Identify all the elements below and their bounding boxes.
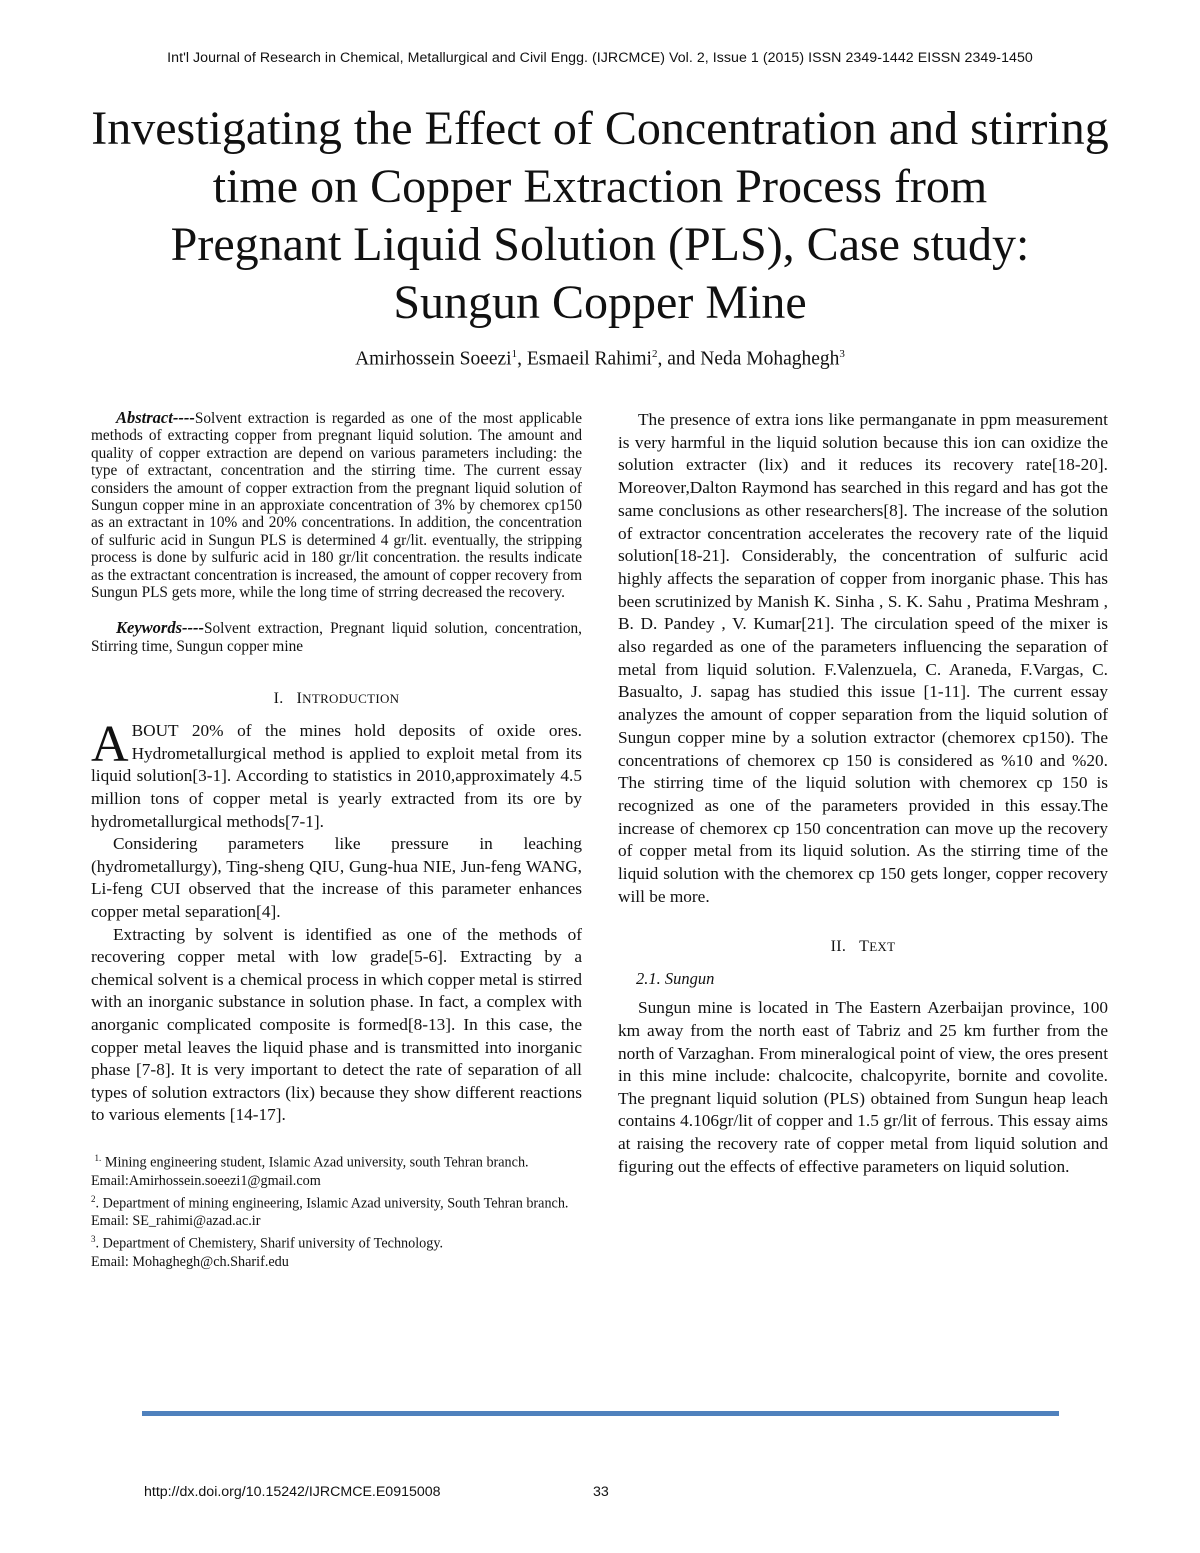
footnote	[91, 1230, 582, 1253]
intro-paragraph	[91, 716, 582, 833]
section-heading-text	[618, 938, 1108, 956]
right-column	[618, 409, 1108, 1178]
author-list	[0, 348, 1200, 371]
footnote-marker: 3	[91, 1234, 96, 1245]
journal-header: Int'l Journal of Research in Chemical, Metallurgical and Civil Engg. (IJRCMCE) Vol. 2, Issue 1 (2015) ISSN 2349-1442 EISSN 2349-1450	[167, 50, 1033, 66]
doi-link[interactable]: http://dx.doi.org/10.15242/IJRCMCE.E0915008	[144, 1484, 441, 1500]
footnote-text: . Department of mining engineering, Islamic Azad university, South Tehran branch. Email: SE_rahimi@azad.ac.ir	[91, 1195, 569, 1230]
footnote-marker: 1.	[94, 1152, 102, 1163]
footnote-email: Email: Mohaghegh@ch.Sharif.edu	[91, 1254, 289, 1271]
abstract-text: Solvent extraction is regarded as one of the most applicable methods of extracting copper from pregnant liquid solution. The amount and quality of copper extraction are depend on various parameters including: the type of extractant, concentration and the stirring time. The current essay considers the amount of copper extraction from the pregnant liquid solution of Sungun copper mine in an approxiate concentration of 3% by chemorex cp150 as an extractant in 10% and 20% concentrations. In addition, the concentration of sulfuric acid in Sungun PLS is determined 4 gr/lit. eventually, the stripping process is done by sulfuric acid in 180 gr/lit concentration. the results indicate as the extractant concentration is increased, the amount of copper recovery from Sungun PLS gets more, while the long time of strring decreased the recovery.	[91, 410, 582, 602]
intro-paragraph: Considering parameters like pressure in leaching (hydrometallurgy), Ting-sheng QIU, Gung-hua NIE, Jun-feng WANG, Li-feng CUI observed that the increase of this parameter enhances copper metal separation[4].	[91, 834, 582, 922]
author-name: Amirhossein Soeezi	[355, 348, 512, 370]
title-line: Sungun Copper Mine	[393, 276, 807, 329]
abstract-label: Abstract----	[116, 408, 195, 427]
footnote	[91, 1149, 582, 1190]
keywords-text: Solvent extraction, Pregnant liquid solution, concentration, Stirring time, Sungun copper mine	[91, 620, 582, 655]
intro-paragraph-text: BOUT 20% of the mines hold deposits of oxide ores. Hydrometallurgical method is applied to exploit metal from its liquid solution[3-1]. According to statistics in 2010,approximately 4.5 million tons of copper metal is yearly extracted from its ore by hydrometallurgical methods[7-1].	[91, 721, 582, 831]
title-line: Pregnant Liquid Solution (PLS), Case study:	[170, 218, 1030, 271]
body-paragraph: Sungun mine is located in The Eastern Azerbaijan province, 100 km away from the north east of Tabriz and 25 km further from the north of Varzaghan. From mineralogical point of view, the ores present in this mine include: chalcocite, chalcopyrite, bornite and covolite. The pregnant liquid solution (PLS) obtained from Sungun heap leach contains 4.106gr/lit of copper and 1.5 gr/lit of ferrous. This essay aims at raising the recovery rate of copper metal from liquid solution and figuring out the effects of effective parameters on liquid solution.	[618, 998, 1108, 1176]
title-line: time on Copper Extraction Process from	[212, 160, 988, 213]
footer-rule	[142, 1411, 1059, 1416]
affiliation-marker: 2	[651, 348, 658, 360]
author-separator: ,	[517, 348, 527, 370]
section-heading-introduction	[91, 690, 582, 708]
footnotes	[91, 1149, 582, 1271]
affiliation-marker: 3	[839, 348, 845, 360]
keywords-label: Keywords----	[116, 618, 204, 638]
footnote-text: . Department of Chemistery, Sharif university of Technology.	[95, 1236, 444, 1253]
footnote	[91, 1190, 582, 1231]
title-line: Investigating the Effect of Concentration and stirring	[91, 102, 1109, 155]
section-title-rest: EXT	[869, 939, 896, 955]
page-number: 33	[593, 1484, 609, 1500]
section-number: II.	[830, 938, 847, 956]
affiliation-marker: 1	[511, 348, 518, 360]
author-name: Esmaeil Rahimi	[526, 348, 652, 370]
footnote-text: Mining engineering student, Islamic Azad university, south Tehran branch. Email:Amirhossein.soeezi1@gmail.com	[91, 1154, 529, 1189]
section-title-initial: I	[296, 690, 303, 708]
intro-paragraph: Extracting by solvent is identified as one of the methods of recovering copper metal with low grade[5-6]. Extracting by a chemical solvent is a chemical process in which copper metal is stirred with an inorganic substance in solution phase. In fact, a complex with anorganic complicated composite is formed[8-13]. In this case, the copper metal leaves the liquid phase and is transmitted into inorganic phase [7-8]. It is very important to detect the rate of separation of all types of solution extractors (lix) because they show different reactions to various elements [14-17].	[91, 924, 582, 1125]
drop-cap: A	[91, 716, 129, 774]
author-separator: , and	[657, 348, 701, 370]
author-name: Neda Mohaghegh	[700, 348, 840, 370]
section-title-rest: NTRODUCTION	[302, 691, 400, 707]
left-column	[91, 409, 582, 1271]
abstract	[91, 409, 582, 601]
subsection-heading: 2.1. Sungun	[636, 969, 715, 989]
body-paragraph: The presence of extra ions like permanganate in ppm measurement is very harmful in the liquid solution because this ion can oxidize the solution extracter (lix) and it reduces its recovery rate[18-20]. Moreover,Dalton Raymond has searched in this regard and has got the same conclusions as other researchers[8]. The increase of the solution of extractor concentration accelerates the recovery rate of the liquid solution[18-21]. Considerably, the concentration of sulfuric acid highly affects the separation of copper from inorganic phase. This has been scrutinized by Manish K. Sinha , S. K. Sahu , Pratima Meshram , B. D. Pandey , V. Kumar[21]. The circulation speed of the mixer is also regarded as one of the parameters influencing the separation of metal from liquid solution. F.Valenzuela, C. Araneda, F.Vargas, C. Basualto, J. sapag has studied this issue [1-11]. The current essay analyzes the amount of copper separation from the liquid solution of Sungun copper mine by a solution extractor (chemorex cp150). The concentrations of chemorex cp 150 is considered as %10 and %20. The stirring time of the liquid solution with chemorex cp 150 is recognized as one of the parameters provided in this essay.The increase of chemorex cp 150 concentration can move up the recovery of copper metal from its liquid solution. As the stirring time of the liquid solution with the chemorex cp 150 gets longer, copper recovery will be more.	[618, 410, 1108, 906]
keywords	[91, 619, 582, 655]
footnote-marker: 2	[91, 1193, 96, 1204]
section-number: I.	[273, 690, 284, 708]
section-title-initial: T	[859, 938, 870, 956]
paper-title	[60, 100, 1140, 332]
